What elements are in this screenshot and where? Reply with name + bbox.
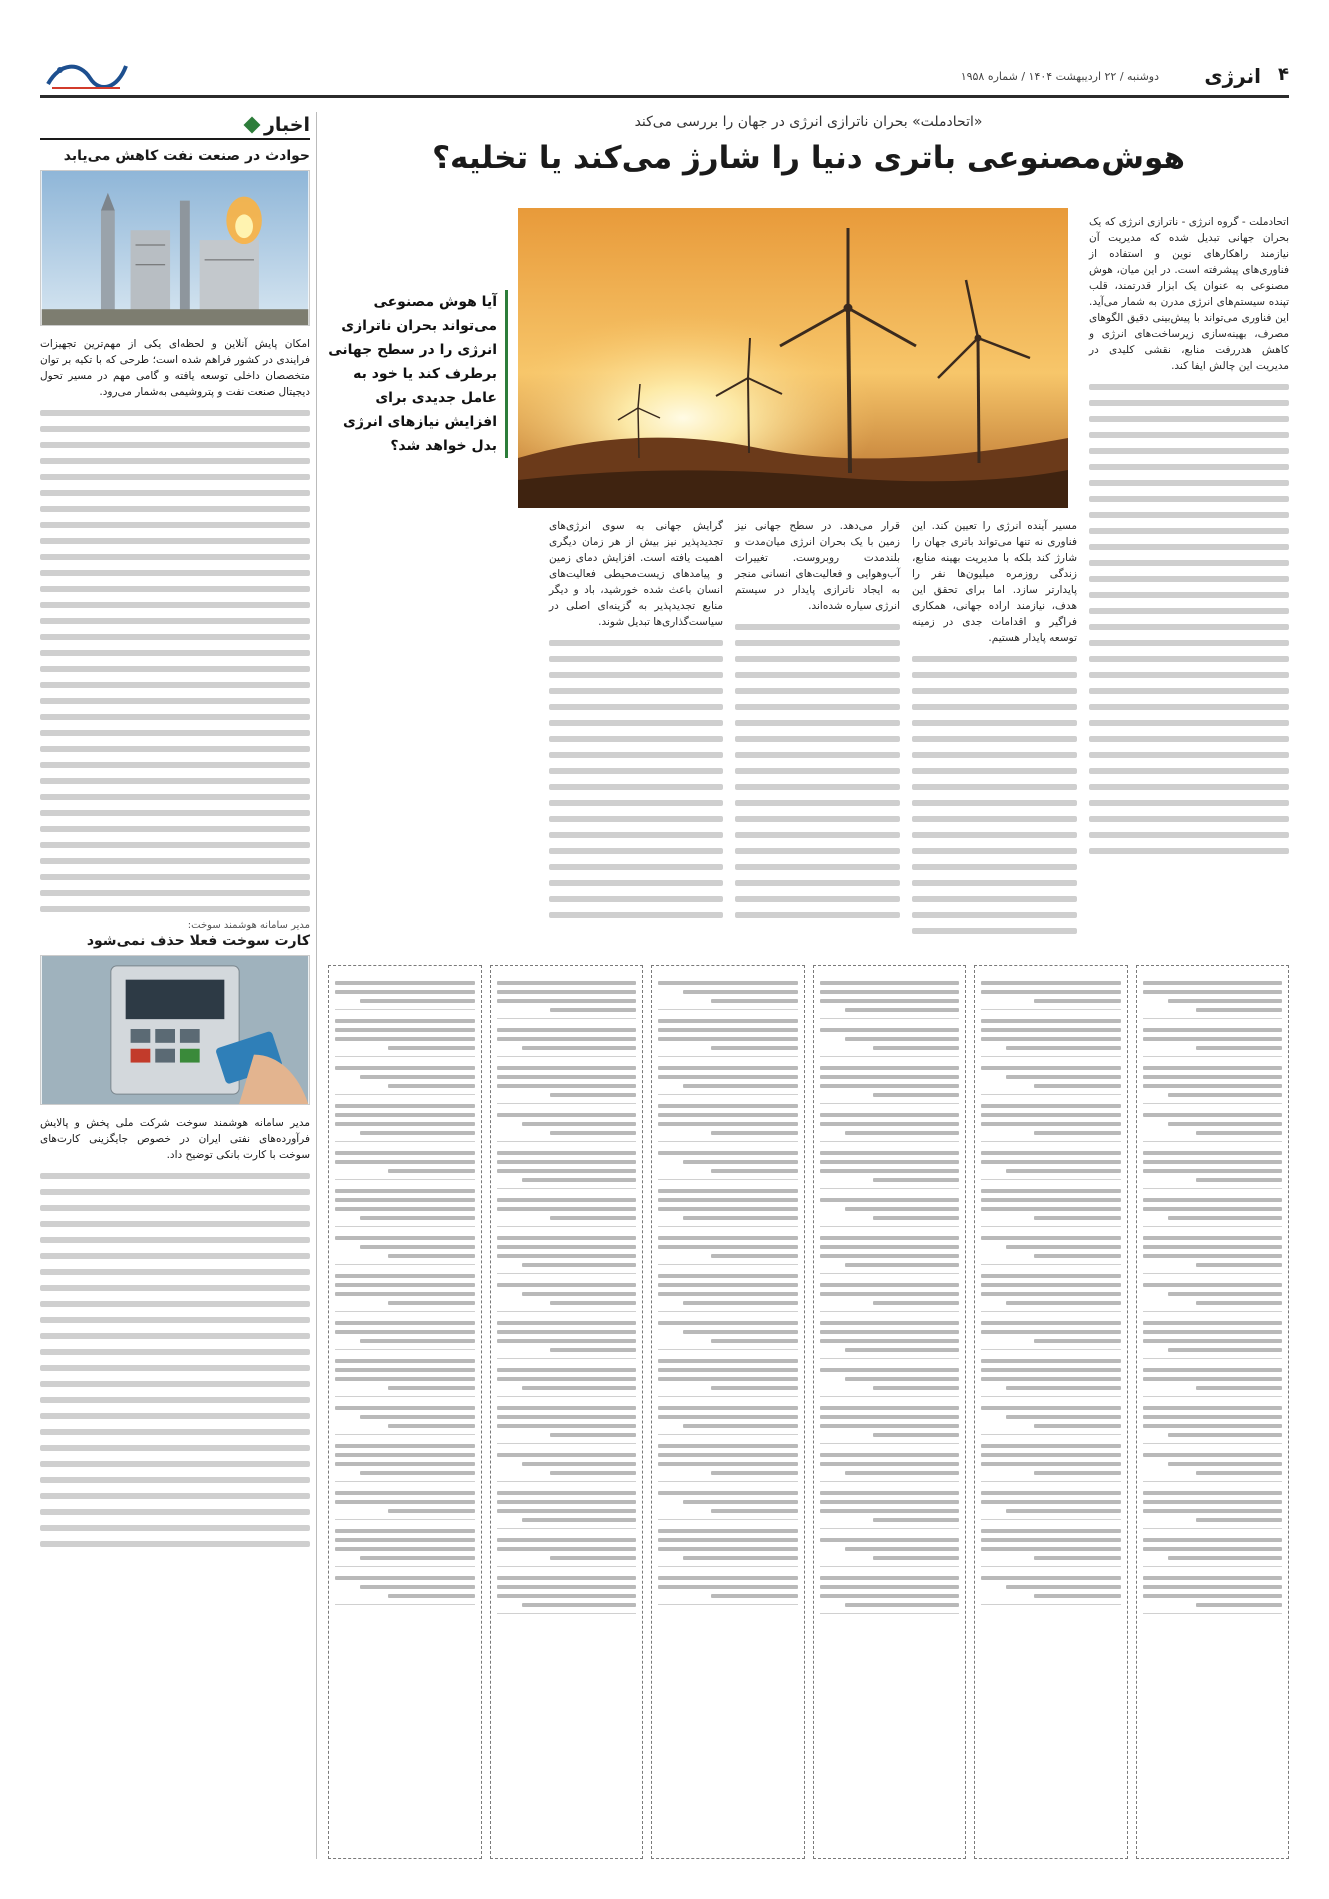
story-column: [912, 518, 1077, 934]
classified-column: [328, 965, 482, 1859]
news-item-lead: امکان پایش آنلاین و لحظه‌ای یکی از مهم‌ترین تجهیزات فرایندی در کشور فراهم شده است؛ طرحی که با تکیه بر توان متخصصان داخلی توسعه یافته و گامی مهم در مسیر تحول دیجیتال صنعت نفت و پتروشیمی به‌شمار می‌رود.: [40, 338, 310, 398]
story-intro: اتحادملت - گروه انرژی - ناترازی انرژی که یک بحران جهانی تبدیل شده که مدیریت آن نیازمند راهکارهای نوین و استفاده از فناوری‌های پیشرفته است. در این میان، هوش مصنوعی به عنوان یک ابزار قدرتمند، قلب تپنده سیستم‌های انرژی مدرن به شمار می‌آید. این فناوری می‌تواند با پیش‌بینی دقیق الگوهای مصرف، بهینه‌سازی زیرساخت‌های انرژی و کاهش هدررفت منابع، نقشی کلیدی در مدیریت این چالش ایفا کند.: [1089, 216, 1289, 372]
wind-turbines-photo: [518, 208, 1068, 508]
classified-column: [974, 965, 1128, 1859]
news-item-lead: مدیر سامانه هوشمند سوخت شرکت ملی پخش و پالایش فرآورده‌های نفتی ایران در خصوص جایگزینی کارت‌های سوخت با کارت بانکی توضیح داد.: [40, 1117, 310, 1161]
story-column-intro: [1089, 214, 1289, 854]
story-column: [549, 518, 723, 918]
newspaper-logo: [40, 54, 132, 96]
story-paragraph: قرار می‌دهد. در سطح جهانی نیز زمین با یک بحران انرژی میان‌مدت و بلندمدت روبروست. تغییرات آب‌وهوایی و فعالیت‌های انسانی منجر به ایجاد ناترازی پایدار در سیستم انرژی سیاره شده‌اند.: [735, 520, 900, 612]
classified-column: [1136, 965, 1290, 1859]
news-item-body: [40, 410, 310, 912]
refinery-photo: [40, 170, 310, 326]
news-item-title: حوادث در صنعت نفت کاهش می‌یابد: [63, 148, 310, 164]
story-paragraph: گرایش جهانی به سوی انرژی‌های تجدیدپذیر نیز بیش از هر زمان دیگری اهمیت یافته است. افزایش دمای زمین و پیامدهای زیست‌محیطی فعالیت‌های انسان باعث شده خورشید، باد و دیگر منابع تجدیدپذیر به گزینه‌ای اصلی در سیاست‌گذاری‌ها تبدیل شوند.: [549, 520, 723, 628]
diamond-icon: [243, 117, 260, 134]
story-headline: هوش‌مصنوعی باتری دنیا را شارژ می‌کند یا تخلیه؟: [432, 140, 1185, 176]
story-column: [735, 518, 900, 918]
masthead: [40, 52, 1289, 98]
news-item-title: کارت سوخت فعلا حذف نمی‌شود: [86, 933, 310, 949]
classified-column: [651, 965, 805, 1859]
classified-column: [813, 965, 967, 1859]
story-kicker: «اتحادملت» بحران ناترازی انرژی در جهان را بررسی می‌کند: [634, 114, 983, 130]
news-sidebar: [40, 112, 310, 1859]
news-section-header: [40, 112, 310, 140]
story-body: [328, 208, 1289, 988]
news-item-kicker: مدیر سامانه هوشمند سوخت:: [187, 920, 310, 931]
section-name: انرژی: [1204, 64, 1261, 88]
classified-ads: [328, 965, 1289, 1859]
classified-column: [490, 965, 644, 1859]
story-paragraph: مسیر آینده انرژی را تعیین کند. این فناوری نه تنها می‌تواند باتری جهان را شارژ کند بلکه با مدیریت بهینه منابع، زندگی روزمره میلیون‌ها نفر را پایدارتر سازد. اما برای تحقق این هدف، نیازمند اراده جهانی، همکاری فراگیر و اقدامات جدی در زمینه توسعه پایدار هستیم.: [912, 520, 1077, 644]
column-divider: [316, 112, 317, 1859]
news-item-body: [40, 1173, 310, 1547]
page-number: ۴: [1278, 64, 1289, 85]
main-story: [328, 112, 1289, 644]
issue-date-line: دوشنبه / ۲۲ اردیبهشت ۱۴۰۴ / شماره ۱۹۵۸: [960, 70, 1159, 83]
news-section-label: اخبار: [263, 114, 310, 136]
fuel-card-photo: [40, 955, 310, 1105]
pull-quote: آیا هوش مصنوعی می‌تواند بحران ناترازی انرژی را در سطح جهانی برطرف کند یا خود به عامل جدیدی برای افزایش نیازهای انرژی بدل خواهد شد؟: [328, 290, 508, 458]
